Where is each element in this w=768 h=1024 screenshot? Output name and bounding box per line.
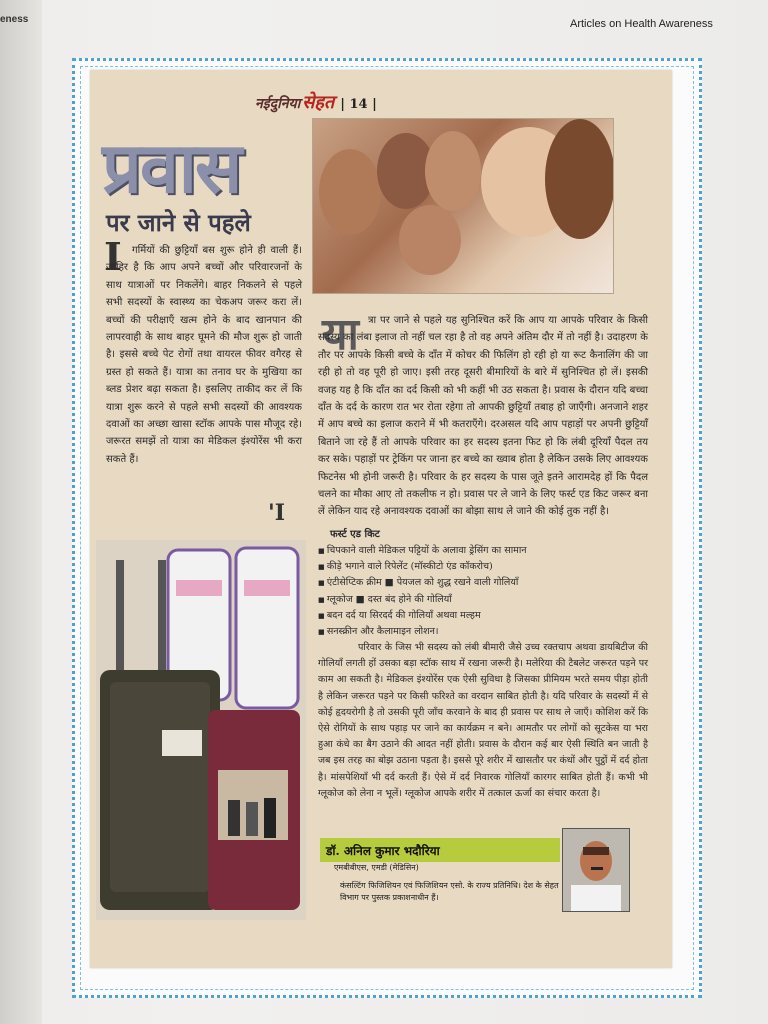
headline-main: प्रवास — [102, 126, 241, 209]
headline-sub: पर जाने से पहले — [106, 208, 251, 237]
author-photo — [562, 828, 630, 912]
luggage-illustration — [96, 540, 306, 920]
masthead — [255, 90, 445, 112]
first-aid-item: ■ सनस्क्रीन और कैलामाइन लोशन। — [318, 624, 648, 640]
page-running-header: Articles on Health Awareness — [570, 18, 713, 30]
author-name: डॉ. अनिल कुमार भदौरिया — [326, 844, 440, 858]
continuation-paragraph: परिवार के जिस भी सदस्य को लंबी बीमारी जैसे उच्च रक्तचाप अथवा डायबिटीज की गोलियाँ लगती हों उसका बड़ा स्टॉक साथ में रखना जरूरी है। मलेरिया की टैबलेट जरूरत पड़ने पर काम आ सकती है। मेडिकल इंश्योरेंस एक ऐसी सुविधा है जिसका प्रीमियम भरते समय पीड़ा होती है लेकिन जरूरत पड़ने पर किसी फरिश्ते का वरदान साबित होती है। यदि परिवार के सदस्यों में से कोई हृदयरोगी है तो उसकी पूरी जाँच करवाने के बाद ही प्रवास पर साथ ले जाएँ। कोशिश करें कि ऐसे रोगियों के साथ पहाड़ पर जाने का कार्यक्रम न बने। आमतौर पर लोगों को सूटकेस या भरा हुआ कंधे का बैग उठाने की आदत नहीं होती। प्रवास के दौरान कई बार ऐसी स्थिति बन जाती है जब इस तरह का बोझ उठाना पड़ता है। इससे पूरे शरीर में खासतौर पर कंधों और पुट्ठों में दर्द होता है। मांसपेशियाँ भी दर्द करती हैं। ऐसे में दर्द निवारक गोलियाँ कारगर साबित होती हैं। कभी भी ग्लूकोज को लेना न भूलें। ग्लूकोज आपके शरीर में तत्काल ऊर्जा का संचार करता है। — [318, 642, 648, 799]
main-article-column — [318, 312, 648, 521]
main-article-paragraph: त्रा पर जाने से पहले यह सुनिश्चित करें कि आप या आपके परिवार के किसी सदस्य का लंबा इलाज तो नहीं चल रहा है तो वह अपने अंतिम दौर में तो नहीं है। उदाहरण के तौर पर आपके किसी बच्चे के दाँत में कोचर की फिलिंग हो रही हो या रूट कैनालिंग की जा रही हो तो वह पूरी हो जाए। इसी तरह दूसरी बीमारियों के बारे में सुनिश्चित हो लें। इसकी वजह यह है कि दाँत का दर्द किसी को भी कहीं भी उठ सकता है। प्रवास के दौरान यदि बच्चा दाँत के दर्द के कारण रात भर रोता रहेगा तो आपकी छुट्टियाँ तबाह हो जाएँगी। अनजाने शहर में आप बच्चे का इलाज कराने में भी कतराएँगे। दरअसल यदि आप पहाड़ों पर अपनी छुट्टियाँ बिताने जा रहे हैं तो आपके परिवार का हर सदस्य इतना फिट हो कि लंबी दूरियाँ पैदल तय कर सके। पहाड़ों पर ट्रेकिंग पर जाना हर बच्चे का ख्वाब होता है लेकिन उसके लिए आवश्यक फिटनेस भी होनी जरूरी है। परिवार के हर सदस्य के पास जूते इतने आरामदेह हों कि पैदल चलने का मौका आए तो तकलीफ न हो। प्रवास पर ले जाने के लिए फर्स्ट एड किट जरूर बना लें लेकिन याद रहे अनावश्यक दवाओं का बोझा साथ ले जाने की कोई तुक नहीं है। — [318, 315, 648, 518]
adjacent-page-header: eness — [0, 14, 29, 25]
author-description: कंसल्टिंग फिजिशियन एवं फिजिशियन एसो. के राज्य प्रतिनिधि। देश के सेहत विभाग पर पुस्तक प्रकाशनाधीन हैं। — [340, 881, 559, 902]
first-aid-item: ■ एंटीसेप्टिक क्रीम ■ पेयजल को शुद्ध रखने वाली गोलियाँ — [318, 575, 648, 591]
first-aid-item: ■ कीड़े भगाने वाले रिपेलेंट (मॉस्कीटो एंड कॉकरोच) — [318, 559, 648, 575]
masthead-brand: नईदुनिया — [255, 96, 301, 112]
masthead-page-number: | 14 | — [340, 97, 377, 112]
first-aid-item: ■ चिपकाने वाली मेडिकल पट्टियों के अलावा ड्रेसिंग का सामान — [318, 543, 648, 559]
intro-endmark: 'I — [268, 500, 286, 526]
first-aid-heading: फर्स्ट एड किट — [330, 529, 380, 540]
first-aid-item: ■ बदन दर्द या सिरदर्द की गोलियाँ अथवा मल्हम — [318, 608, 648, 624]
photo-hair — [545, 119, 614, 239]
intro-column — [106, 242, 302, 468]
article-dropcap: या — [322, 309, 359, 360]
intro-dropcap: I — [104, 234, 122, 279]
photo-face — [425, 131, 481, 211]
first-aid-list — [318, 543, 648, 640]
masthead-section: सेहत — [302, 92, 335, 113]
author-degrees: एमबीबीएस, एमडी (मेडिसिन) — [334, 863, 419, 872]
photo-face — [399, 205, 461, 275]
author-portrait — [563, 829, 629, 911]
photo-face — [319, 149, 381, 235]
continuation-column — [318, 640, 648, 802]
first-aid-item: ■ ग्लूकोज ■ दस्त बंद होने की गोलियाँ — [318, 592, 648, 608]
luggage-photo — [96, 540, 306, 920]
adjacent-page-edge — [0, 0, 42, 1024]
intro-paragraph: गर्मियों की छुट्टियाँ बस शुरू होने ही वाली हैं। जाहिर है कि आप अपने बच्चों और परिवारजनों के साथ यात्राओं पर निकलेंगे। बाहर निकलने से पहले सभी सदस्यों के स्वास्थ्य का चेकअप जरूर करा लें। बच्चों की परीक्षाएँ खत्म होने के बाद खानपान की लापरवाही के साथ बाहर घूमने की मौज शुरू हो जाती है। इससे बच्चे पेट रोगों तथा वायरल फीवर वगैरह से ग्रस्त हो सकते हैं। यात्रा का तनाव घर के मुखिया का ब्लड प्रेशर बढ़ा सकता है। इसलिए ताकीद कर लें कि यात्रा शुरू करने से पहले सभी सदस्यों की आवश्यक दवाओं का अच्छा खासा स्टॉक आपके पास मौजूद रहे। जरूरत समझें तो यात्रा का मेडिकल इंश्योरेंस भी करा सकते हैं। — [106, 245, 302, 465]
group-photo — [312, 118, 614, 294]
